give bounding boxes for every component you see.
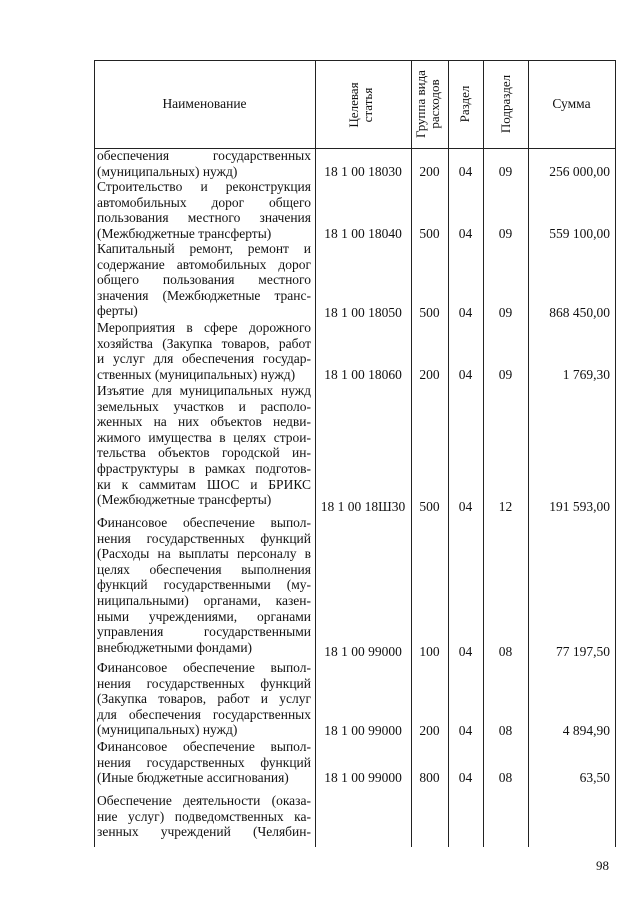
- row-sum: 868 450,00: [549, 305, 610, 320]
- row-name-line: автомобильных дорог общего: [97, 194, 311, 210]
- row-name-line: для обеспечения государственных: [97, 706, 311, 722]
- row-section: 04: [458, 226, 473, 241]
- row-name-line: Финансовое обеспечение выпол-: [97, 515, 311, 530]
- row-target-article: 18 1 00 18Ш30: [320, 499, 406, 514]
- header-target-article: [347, 55, 377, 155]
- row-name-line: женных на них объектов недви-: [97, 414, 311, 430]
- row-expense-group: 200: [419, 723, 440, 738]
- header-target-article-line2: статья: [360, 87, 375, 123]
- row-name-line: ние услуг) подведомственных ка-: [97, 808, 311, 824]
- header-section: Раздел: [457, 85, 472, 123]
- row-name: [97, 739, 311, 786]
- row-name-line: Финансовое обеспечение выпол-: [97, 660, 311, 675]
- row-sum: 63,50: [579, 770, 610, 785]
- row-target-article: 18 1 00 18050: [324, 305, 402, 320]
- row-subsection: 08: [498, 770, 513, 785]
- row-name-line: управления государственными: [97, 624, 311, 640]
- row-subsection: 12: [498, 499, 513, 514]
- row-target-article: 18 1 00 18040: [324, 226, 402, 241]
- row-name-line: Обеспечение деятельности (оказа-: [97, 793, 311, 808]
- row-name-line: нения государственных функций: [97, 754, 311, 770]
- row-name-line: земельных участков и располо-: [97, 398, 311, 414]
- row-name-line: фраструктуры в рамках подготов-: [97, 460, 311, 476]
- row-name-line: ки к саммитам ШОС и БРИКС: [97, 476, 311, 492]
- row-expense-group: 500: [419, 499, 440, 514]
- row-name-line: (муниципальных) нужд): [97, 722, 238, 738]
- row-subsection: 08: [498, 723, 513, 738]
- row-name-line: жимого имущества в целях строи-: [97, 429, 311, 445]
- row-target-article: 18 1 00 18030: [324, 164, 402, 179]
- row-sum: 559 100,00: [549, 226, 610, 241]
- row-sum: 1 769,30: [562, 367, 610, 382]
- row-name-line: нения государственных функций: [97, 675, 311, 691]
- row-name-line: значения (Межбюджетные транс-: [97, 287, 311, 303]
- row-expense-group: 500: [419, 305, 440, 320]
- row-section: 04: [458, 305, 473, 320]
- row-section: 04: [458, 723, 473, 738]
- row-name: [97, 515, 311, 655]
- row-subsection: 09: [498, 305, 513, 320]
- row-name: [97, 383, 311, 508]
- row-section: 04: [458, 499, 473, 514]
- row-expense-group: 800: [419, 770, 440, 785]
- row-name-line: тельства объектов городской ин-: [97, 445, 311, 461]
- table-border-right: [615, 60, 616, 847]
- row-name-line: Мероприятия в сфере дорожного: [97, 320, 311, 335]
- row-sum: 77 197,50: [556, 644, 610, 659]
- budget-table: [94, 60, 615, 847]
- row-name-line: нения государственных функций: [97, 530, 311, 546]
- row-name-line: Финансовое обеспечение выпол-: [97, 739, 311, 754]
- row-expense-group: 200: [419, 164, 440, 179]
- row-name-line: ниципальными) органами, казен-: [97, 592, 311, 608]
- row-name-line: (Закупка товаров, работ и услуг: [97, 691, 311, 707]
- row-name: [97, 793, 311, 840]
- row-subsection: 09: [498, 367, 513, 382]
- table-border-left: [94, 60, 95, 847]
- row-subsection: 09: [498, 164, 513, 179]
- header-expense-group-line2: расходов: [427, 79, 442, 129]
- row-name-line: Строительство и реконструкция: [97, 179, 311, 194]
- row-name-line: ными учреждениями, органами: [97, 608, 311, 624]
- row-name-line: зенных учреждений (Челябин-: [97, 824, 311, 840]
- row-name-line: (муниципальных) нужд): [97, 163, 238, 179]
- row-target-article: 18 1 00 99000: [324, 770, 402, 785]
- row-section: 04: [458, 164, 473, 179]
- row-name-line: (Межбюджетные трансферты): [97, 225, 272, 241]
- row-name-line: функций государственными (му-: [97, 577, 311, 593]
- header-name: Наименование: [162, 96, 247, 111]
- header-expense-group: [414, 61, 444, 147]
- row-name-line: обеспечения государственных: [97, 148, 311, 163]
- row-name: [97, 660, 311, 738]
- row-section: 04: [458, 770, 473, 785]
- header-target-article-line1: Целевая: [346, 82, 361, 128]
- row-sum: 191 593,00: [549, 499, 610, 514]
- row-name-line: Изъятие для муниципальных нужд: [97, 383, 311, 398]
- row-target-article: 18 1 00 99000: [324, 723, 402, 738]
- row-name-line: и услуг для обеспечения государ-: [97, 351, 311, 367]
- row-name-line: пользования местного значения: [97, 210, 311, 226]
- row-name-line: (Иные бюджетные ассигнования): [97, 770, 289, 786]
- header-subsection: Подраздел: [498, 74, 513, 134]
- row-name-line: (Межбюджетные трансферты): [97, 492, 272, 508]
- page-number: 98: [596, 858, 609, 873]
- row-target-article: 18 1 00 18060: [324, 367, 402, 382]
- row-name-line: (Расходы на выплаты персоналу в: [97, 546, 311, 562]
- row-target-article: 18 1 00 99000: [324, 644, 402, 659]
- row-name-line: ферты): [97, 303, 138, 319]
- row-name-line: Капитальный ремонт, ремонт и: [97, 241, 311, 256]
- row-expense-group: 500: [419, 226, 440, 241]
- row-name: [97, 320, 311, 382]
- row-section: 04: [458, 367, 473, 382]
- row-section: 04: [458, 644, 473, 659]
- row-subsection: 09: [498, 226, 513, 241]
- row-name-line: целях обеспечения выполнения: [97, 561, 311, 577]
- row-name: [97, 148, 311, 179]
- row-name-line: внебюджетными фондами): [97, 639, 253, 655]
- row-name-line: хозяйства (Закупка товаров, работ: [97, 335, 311, 351]
- row-name-line: общего пользования местного: [97, 272, 311, 288]
- row-subsection: 08: [498, 644, 513, 659]
- header-sum: Сумма: [552, 96, 591, 111]
- row-expense-group: 100: [419, 644, 440, 659]
- header-expense-group-line1: Группа вида: [413, 70, 428, 138]
- row-expense-group: 200: [419, 367, 440, 382]
- row-sum: 4 894,90: [562, 723, 610, 738]
- row-sum: 256 000,00: [549, 164, 610, 179]
- row-name: [97, 241, 311, 319]
- row-name-line: содержание автомобильных дорог: [97, 256, 311, 272]
- row-name-line: ственных (муниципальных) нужд): [97, 366, 296, 382]
- row-name: [97, 179, 311, 241]
